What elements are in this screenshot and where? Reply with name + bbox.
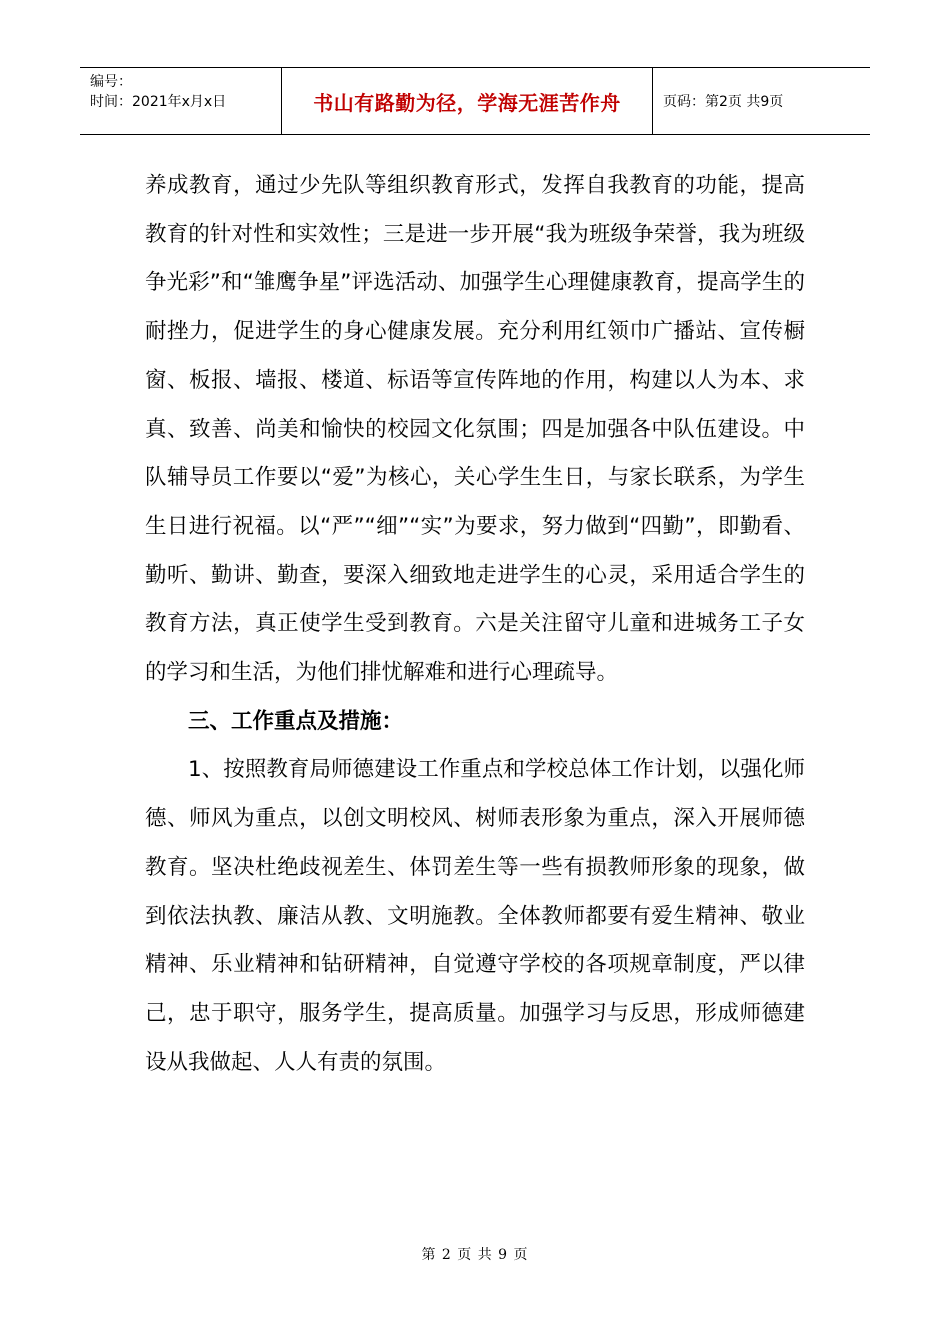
page-header bbox=[80, 67, 870, 135]
section-heading: 三、工作重点及措施： bbox=[188, 708, 404, 734]
header-meta bbox=[80, 68, 282, 134]
document-number-label: 编号： bbox=[90, 74, 132, 90]
document-body bbox=[145, 162, 805, 1087]
header-page-info: 页码：第2页 共9页 bbox=[663, 94, 784, 110]
header-motto: 书山有路勤为径，学海无涯苦作舟 bbox=[282, 68, 653, 134]
document-time-label: 时间：2021年x月x日 bbox=[90, 94, 227, 110]
body-paragraph: 1、按照教育局师德建设工作重点和学校总体工作计划，以强化师德、师风为重点，以创文明校风、树师表形象为重点，深入开展师德教育。坚决杜绝歧视差生、体罚差生等一些有损教师形象的现象，做到依法执教、廉洁从教、文明施教。全体教师都要有爱生精神、敬业精神、乐业精神和钻研精神，自觉遵守学校的各项规章制度，严以律己，忠于职守，服务学生，提高质量。加强学习与反思，形成师德建设从我做起、人人有责的氛围。 bbox=[145, 757, 805, 1075]
page-footer: 第 2 页 共 9 页 bbox=[421, 1247, 529, 1263]
body-paragraph: 养成教育，通过少先队等组织教育形式，发挥自我教育的功能，提高教育的针对性和实效性；三是进一步开展“我为班级争荣誉，我为班级争光彩”和“雏鹰争星”评选活动、加强学生心理健康教育，提高学生的耐挫力，促进学生的身心健康发展。充分利用红领巾广播站、宣传橱窗、板报、墙报、楼道、标语等宣传阵地的作用，构建以人为本、求真、致善、尚美和愉快的校园文化氛围；四是加强各中队伍建设。中队辅导员工作要以“爱”为核心，关心学生生日，与家长联系，为学生生日进行祝福。以“严”“细”“实”为要求，努力做到“四勤”，即勤看、勤听、勤讲、勤查，要深入细致地走进学生的心灵，采用适合学生的教育方法，真正使学生受到教育。六是关注留守儿童和进城务工子女的学习和生活，为他们排忧解难和进行心理疏导。 bbox=[145, 173, 805, 686]
